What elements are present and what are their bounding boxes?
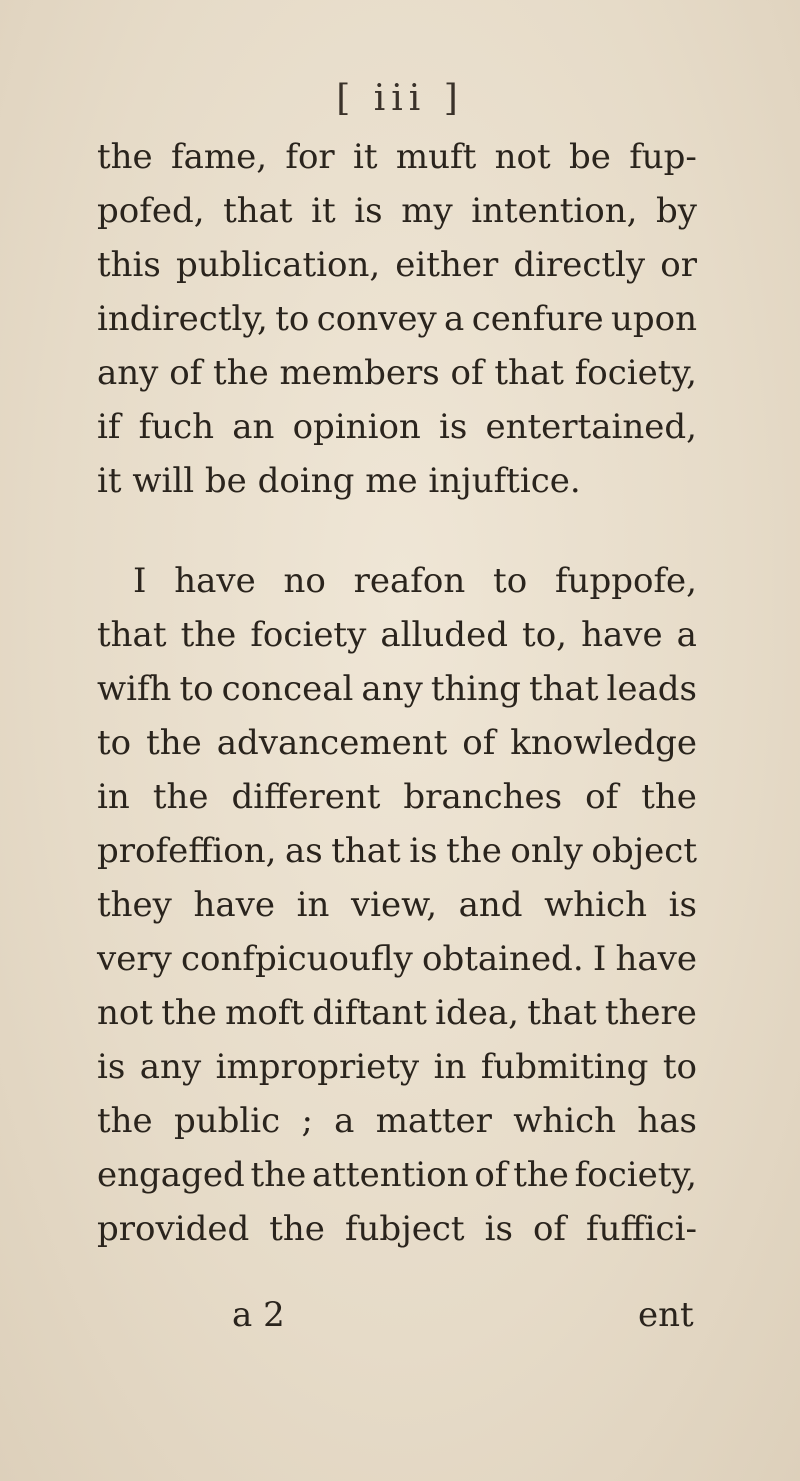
text-line <box>97 662 697 716</box>
word: the <box>161 993 217 1033</box>
word: not <box>97 993 154 1033</box>
word: the <box>213 353 269 393</box>
text-line <box>97 878 697 932</box>
catchword: ent <box>638 1295 694 1335</box>
word: very <box>97 939 172 979</box>
word: fuch <box>138 407 215 447</box>
paragraph-2 <box>97 554 697 1256</box>
word: fociety, <box>574 1155 697 1195</box>
word: fubject <box>344 1209 465 1249</box>
word: fociety <box>250 615 367 655</box>
word: it <box>353 137 378 177</box>
word: either <box>395 245 499 285</box>
word: engaged <box>97 1155 245 1195</box>
word: fuffici- <box>586 1209 697 1249</box>
word: a <box>334 1101 355 1141</box>
word: or <box>660 245 697 285</box>
word: pofed, <box>97 191 205 231</box>
word: profeffion, <box>97 831 277 871</box>
word: upon <box>610 299 697 339</box>
word: the <box>641 777 697 817</box>
word: have <box>615 939 697 979</box>
word: of <box>585 777 619 817</box>
word: doing <box>257 461 355 501</box>
word: fuppofe, <box>554 561 697 601</box>
word: fociety, <box>574 353 697 393</box>
word: knowledge <box>510 723 697 763</box>
word: in <box>97 777 130 817</box>
word: is <box>484 1209 513 1249</box>
word: leads <box>606 669 697 709</box>
word: no <box>283 561 326 601</box>
word: the <box>269 1209 325 1249</box>
word: the <box>146 723 202 763</box>
word: the <box>180 615 237 655</box>
word: muft <box>395 137 477 177</box>
page-footer <box>0 1290 800 1340</box>
word: it <box>97 461 122 501</box>
word: is <box>668 885 697 925</box>
word: cenfure <box>471 299 604 339</box>
word: the <box>446 831 502 871</box>
text-line <box>97 554 697 608</box>
word: by <box>655 191 697 231</box>
word: in <box>433 1047 467 1087</box>
word: any <box>361 669 423 709</box>
word: is <box>439 407 468 447</box>
word: is <box>354 191 383 231</box>
word: the <box>513 1155 569 1195</box>
word: any <box>97 353 159 393</box>
word: my <box>401 191 453 231</box>
text-line <box>97 184 697 238</box>
word: is <box>97 1047 126 1087</box>
word: object <box>591 831 697 871</box>
word: wifh <box>97 669 172 709</box>
word: of <box>474 1155 508 1195</box>
text-line <box>97 770 697 824</box>
word: confpicuoufly <box>180 939 413 979</box>
word: this <box>97 245 161 285</box>
word: of <box>532 1209 566 1249</box>
word: be <box>204 461 247 501</box>
word: be <box>568 137 611 177</box>
word: opinion <box>292 407 421 447</box>
word: injuftice. <box>428 461 581 501</box>
word: alluded <box>380 615 508 655</box>
word: convey <box>316 299 437 339</box>
word: reafon <box>353 561 466 601</box>
word: obtained. <box>422 939 584 979</box>
word: to <box>493 561 528 601</box>
word: to <box>97 723 132 763</box>
word: I <box>133 561 147 601</box>
word: attention <box>312 1155 469 1195</box>
word: to, <box>522 615 567 655</box>
word: for <box>285 137 335 177</box>
word: advancement <box>216 723 448 763</box>
word: the <box>250 1155 307 1195</box>
word: provided <box>97 1209 250 1249</box>
word: which <box>544 885 647 925</box>
word: not <box>494 137 551 177</box>
word: I <box>592 939 607 979</box>
text-line <box>97 932 697 986</box>
word: impropriety <box>215 1047 420 1087</box>
word: have <box>581 615 663 655</box>
word: that <box>527 993 597 1033</box>
word: in <box>296 885 330 925</box>
word: public <box>173 1101 281 1141</box>
word: have <box>174 561 256 601</box>
word: directly <box>513 245 646 285</box>
word: me <box>365 461 418 501</box>
word: entertained, <box>485 407 697 447</box>
word: diftant <box>312 993 427 1033</box>
word: it <box>311 191 336 231</box>
text-line <box>97 1094 697 1148</box>
text-line <box>97 400 697 454</box>
text-line <box>97 1148 697 1202</box>
word: only <box>510 831 583 871</box>
word: conceal <box>221 669 354 709</box>
word: a <box>676 615 697 655</box>
word: of <box>462 723 496 763</box>
text-line <box>97 1202 697 1256</box>
word: they <box>97 885 172 925</box>
text-line <box>97 454 697 508</box>
word: will <box>132 461 195 501</box>
word: members <box>279 353 440 393</box>
word: moft <box>225 993 305 1033</box>
word: idea, <box>435 993 519 1033</box>
word: of <box>169 353 203 393</box>
text-line <box>97 1040 697 1094</box>
word: and <box>458 885 523 925</box>
text-line <box>97 238 697 292</box>
word: if <box>97 407 121 447</box>
word: to <box>179 669 214 709</box>
word: there <box>604 993 697 1033</box>
word: which <box>513 1101 617 1141</box>
word: indirectly, <box>97 299 268 339</box>
word: the <box>97 137 153 177</box>
word: that <box>494 353 564 393</box>
word: as <box>284 831 323 871</box>
text-line <box>97 716 697 770</box>
signature-mark: a 2 <box>232 1295 285 1335</box>
text-line <box>97 986 697 1040</box>
paragraph-gap <box>97 508 697 554</box>
word: is <box>409 831 438 871</box>
word: view, <box>350 885 438 925</box>
word: to <box>662 1047 697 1087</box>
word: fubmiting <box>480 1047 649 1087</box>
word: has <box>637 1101 697 1141</box>
word: fup- <box>629 137 697 177</box>
word: intention, <box>471 191 638 231</box>
word: thing <box>430 669 521 709</box>
text-line <box>97 824 697 878</box>
word: have <box>193 885 275 925</box>
word: branches <box>403 777 563 817</box>
word: of <box>450 353 484 393</box>
word: a <box>444 299 465 339</box>
body-text <box>97 130 697 1256</box>
word: publication, <box>175 245 381 285</box>
page-number-header: [ iii ] <box>336 78 464 119</box>
word: any <box>139 1047 202 1087</box>
word: ; <box>301 1101 313 1141</box>
text-line <box>97 292 697 346</box>
word: to <box>275 299 310 339</box>
word: matter <box>375 1101 492 1141</box>
word: that <box>97 615 167 655</box>
word: the <box>97 1101 153 1141</box>
word: that <box>223 191 293 231</box>
text-line <box>97 130 697 184</box>
paragraph-1 <box>97 130 697 508</box>
word: fame, <box>171 137 268 177</box>
word: different <box>231 777 381 817</box>
word: that <box>528 669 599 709</box>
word: an <box>232 407 275 447</box>
word: that <box>331 831 401 871</box>
text-line <box>97 346 697 400</box>
word: the <box>152 777 209 817</box>
text-line <box>97 608 697 662</box>
